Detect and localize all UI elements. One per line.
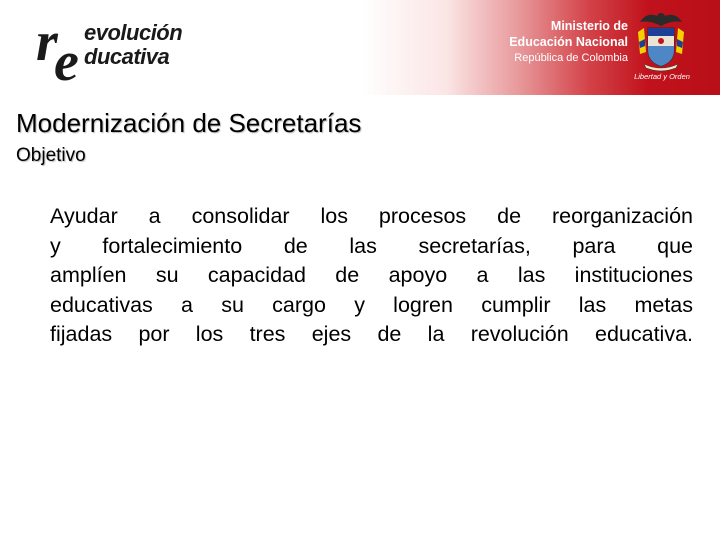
paragraph-line-5: fijadas por los tres ejes de la revolución educativa. [50, 322, 693, 346]
logo-word-1: evolución [84, 20, 183, 45]
header-band [0, 0, 720, 95]
ministry-line-2: Educación Nacional [509, 35, 628, 49]
logo-word-2: ducativa [84, 44, 170, 69]
ministry-line-3: República de Colombia [514, 52, 628, 64]
paragraph-line-4: educativas a su cargo y logren cumplir las metas [50, 292, 693, 317]
ministry-name [500, 18, 628, 66]
paragraph-line-1: Ayudar a consolidar los procesos de reorganización [50, 204, 693, 228]
ministry-line-1: Ministerio de [550, 19, 628, 33]
paragraph-line-2: y fortalecimiento de las secretarías, para que [50, 233, 693, 258]
seal-motto: Libertad y Orden [634, 72, 690, 81]
logo-initial-r: r [36, 11, 58, 73]
logo-initial-e: e [54, 31, 79, 93]
objective-paragraph [50, 202, 693, 350]
colombia-coat-of-arms-icon [636, 8, 686, 74]
paragraph-line-3: amplíen su capacidad de apoyo a las instituciones [50, 263, 693, 287]
slide-title: Modernización de Secretarías [16, 108, 362, 138]
revolucion-educativa-logo [36, 11, 236, 93]
slide-subtitle: Objetivo [16, 145, 86, 166]
